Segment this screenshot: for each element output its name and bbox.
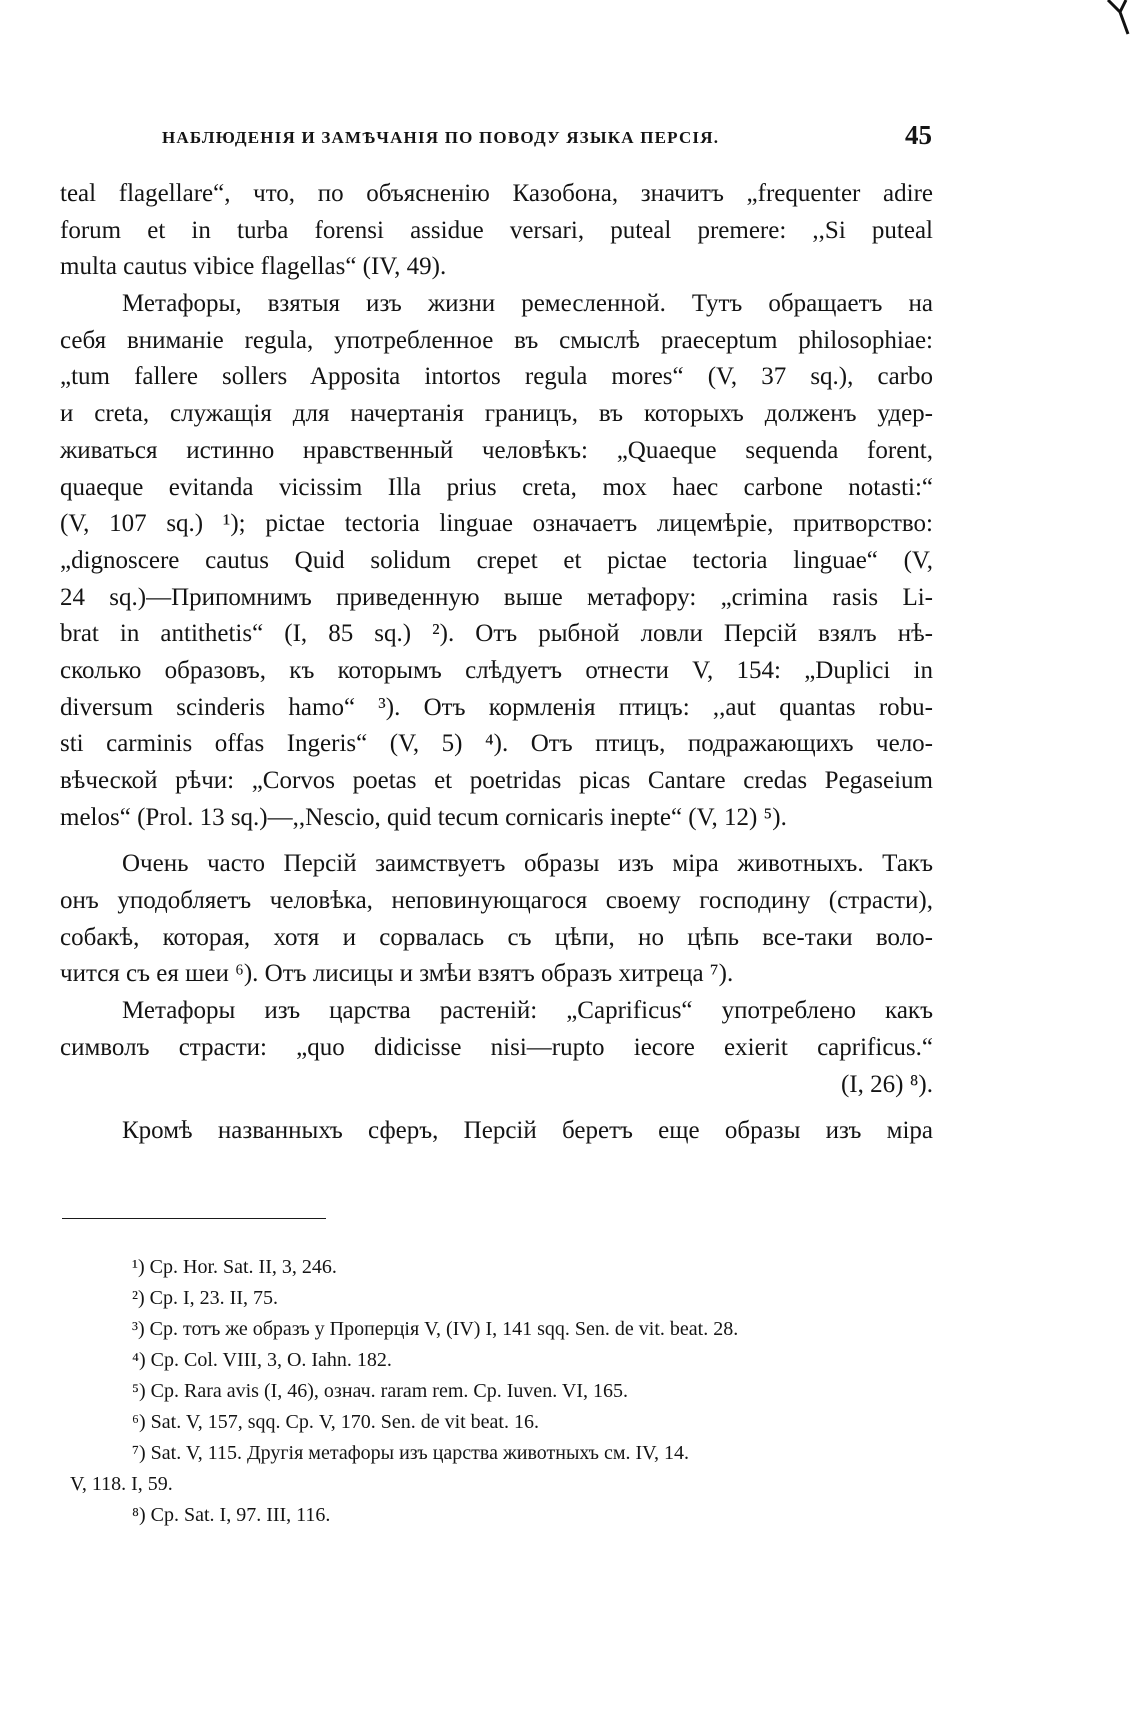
text-line: melos“ (Prol. 13 sq.)—,,Nescio, quid tecum cornicaris inepte“ (V, 12) ⁵).: [60, 803, 787, 831]
running-head: [162, 120, 932, 154]
footnote-mark: ²): [132, 1287, 145, 1309]
text-line: „tum fallere sollers Apposita intortos regula mores“ (V, 37 sq.), carbo: [60, 363, 933, 391]
footnote-mark: ³): [132, 1318, 145, 1340]
footnote-text: Sat. V, 157, sqq. Ср. V, 170. Sen. de vit beat. 16.: [150, 1411, 539, 1433]
footnote-text: Ср. Hor. Sat. II, 3, 246.: [149, 1256, 337, 1278]
footnote-mark: ⁴): [132, 1349, 146, 1371]
footnote-text: Ср. Col. VIII, 3, O. Iahn. 182.: [150, 1349, 392, 1371]
footnote-mark: ⁵): [132, 1380, 146, 1402]
footnote-text: V, 118. I, 59.: [70, 1473, 173, 1495]
text-line: (V, 107 sq.) ¹); pictae tectoria linguae означаетъ лицемѣріе, притворство:: [60, 510, 933, 538]
text-line: 24 sq.)—Припомнимъ приведенную выше метафору: „crimina rasis Li-: [60, 583, 933, 611]
footnote: [70, 1376, 936, 1407]
footnote-mark: ⁶): [132, 1411, 146, 1433]
footnote-text: Ср. Sat. I, 97. III, 116.: [150, 1504, 331, 1526]
text-line: „dignoscere cautus Quid solidum crepet et pictae tectoria linguae“ (V,: [60, 546, 933, 574]
footnote-mark: ¹): [132, 1256, 145, 1278]
footnote: [70, 1438, 936, 1469]
footnote: [70, 1314, 936, 1345]
text-line: sti carminis offas Ingeris“ (V, 5) ⁴). Отъ птицъ, подражающихъ чело-: [60, 730, 933, 758]
text-line: Очень часто Персій заимствуетъ образы изъ міра животныхъ. Такъ: [122, 850, 933, 878]
text-line: чится съ ея шеи ⁶). Отъ лисицы и змѣи взятъ образъ хитреца ⁷).: [60, 960, 734, 988]
text-line: онъ уподобляетъ человѣка, неповинующагося своему господину (страсти),: [60, 887, 933, 915]
footnote: [70, 1500, 936, 1531]
text-line: символъ страсти: „quo didicisse nisi—rupto iecore exierit caprificus.“: [60, 1033, 933, 1061]
text-line: себя вниманіе regula, употребленное въ смыслѣ praeceptum philosophiae:: [60, 326, 933, 354]
main-text: [60, 176, 933, 1150]
corner-scan-mark: [1106, 0, 1130, 36]
text-line: и creta, служащія для начертанія границъ, въ которыхъ долженъ удер-: [60, 400, 933, 428]
text-line: brat in antithetis“ (I, 85 sq.) ²). Отъ рыбной ловли Персій взялъ нѣ-: [60, 620, 933, 648]
text-line: quaeque evitanda vicissim Illa prius creta, mox haec carbone notasti:“: [60, 473, 933, 501]
text-line: multa cautus vibice flagellas“ (IV, 49).: [60, 253, 447, 281]
footnote-mark: ⁸): [132, 1504, 146, 1526]
footnote: [70, 1407, 936, 1438]
text-line: Метафоры, взятыя изъ жизни ремесленной. Тутъ обращаетъ на: [122, 290, 933, 318]
text-line: Кромѣ названныхъ сферъ, Персій беретъ еще образы изъ міра: [122, 1117, 933, 1145]
paragraph-gap: [60, 1103, 933, 1113]
text-line: diversum scinderis hamo“ ³). Отъ кормленія птицъ: ,,aut quantas robu-: [60, 693, 933, 721]
footnote-text: Ср. Rara avis (I, 46), означ. raram rem. Ср. Iuven. VI, 165.: [150, 1380, 629, 1402]
text-line: собакѣ, которая, хотя и сорвалась съ цѣпи, но цѣпь все-таки воло-: [60, 923, 933, 951]
page-number: 45: [905, 120, 932, 150]
text-line: Метафоры изъ царства растеній: „Caprificus“ употреблено какъ: [122, 997, 933, 1025]
footnote-mark: ⁷): [132, 1442, 146, 1464]
footnote-text: Ср. I, 23. II, 75.: [149, 1287, 278, 1309]
footnote-continuation: [70, 1469, 936, 1500]
paragraph-gap: [60, 836, 933, 846]
footnotes: [70, 1252, 936, 1531]
footnote: [70, 1283, 936, 1314]
footnote-rule: [62, 1218, 326, 1219]
footnote-text: Sat. V, 115. Другія метафоры изъ царства животныхъ см. IV, 14.: [150, 1442, 690, 1464]
text-line: forum et in turba forensi assidue versari, puteal premere: ,,Si puteal: [60, 216, 933, 244]
footnote: [70, 1345, 936, 1376]
text-line: teal flagellare“, что, по объясненію Казобона, значитъ „frequenter adire: [60, 180, 933, 207]
text-line: вѣческой рѣчи: „Corvos poetas et poetridas picas Cantare credas Pegaseium: [60, 767, 933, 794]
text-line: живаться истинно нравственный человѣкъ: „Quaeque sequenda forent,: [60, 436, 933, 464]
text-line: (I, 26) ⁸).: [840, 1070, 933, 1098]
running-title: НАБЛЮДЕНІЯ И ЗАМѢЧАНІЯ ПО ПОВОДУ ЯЗЫКА ПЕРСІЯ.: [162, 128, 720, 147]
text-line: сколько образовъ, къ которымъ слѣдуетъ отнести V, 154: „Duplici in: [60, 656, 933, 684]
footnote: [70, 1252, 936, 1283]
footnote-text: Ср. тотъ же образъ у Проперція V, (IV) I, 141 sqq. Sen. de vit. beat. 28.: [149, 1318, 739, 1340]
